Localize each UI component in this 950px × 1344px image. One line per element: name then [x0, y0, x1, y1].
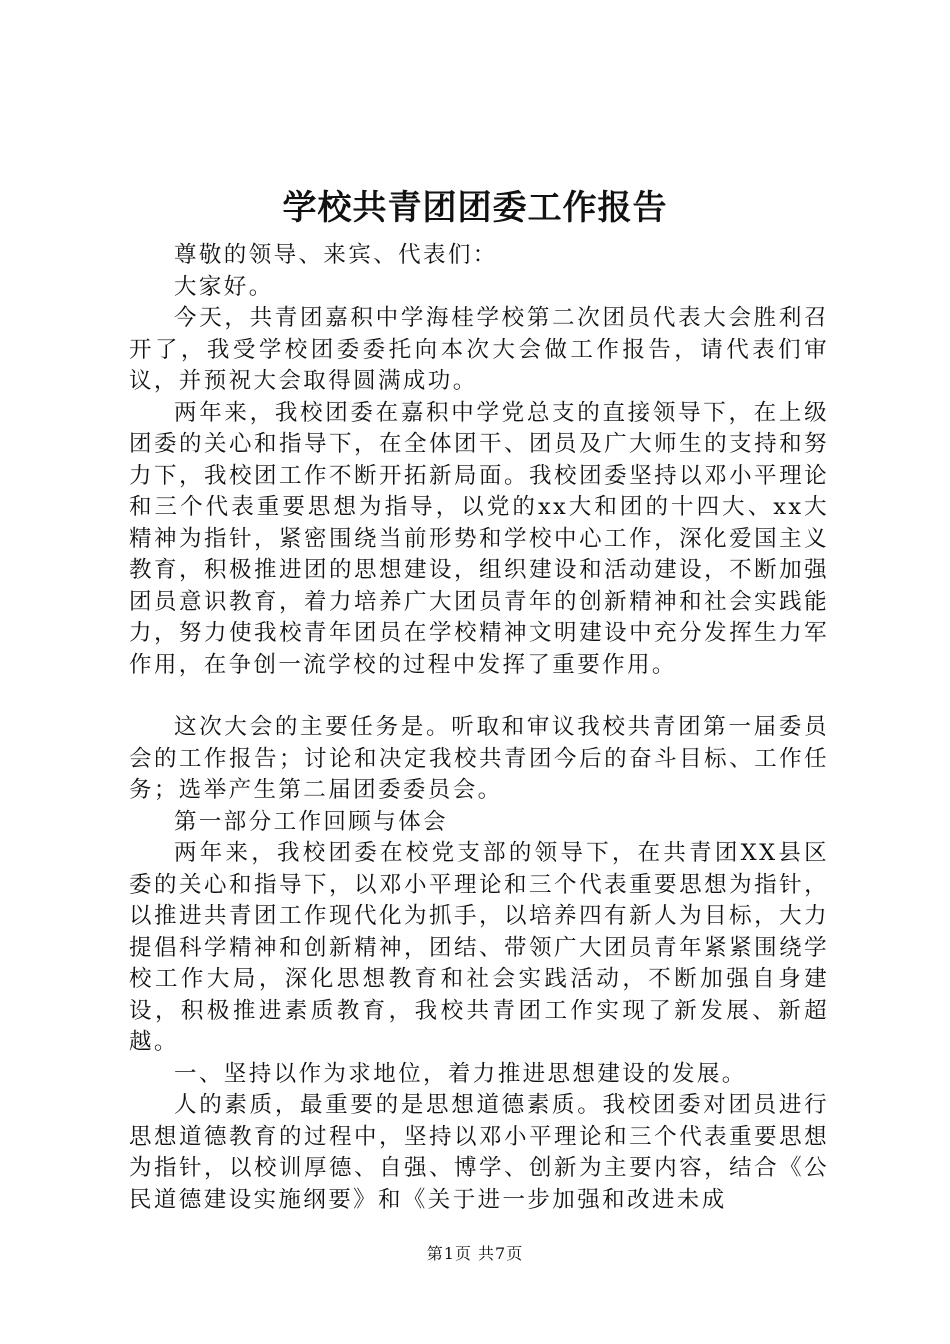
- page-footer: 第1页 共7页: [426, 1244, 524, 1263]
- paragraph-main-tasks: 这次大会的主要任务是。听取和审议我校共青团第一届委员会的工作报告；讨论和决定我校共青团今后的奋斗目标、工作任务；选举产生第二届团委委员会。: [129, 714, 829, 803]
- paragraph-review: 两年来，我校团委在校党支部的领导下，在共青团XX县区委的关心和指导下，以邓小平理论和三个代表重要思想为指针，以推进共青团工作现代化为抓手，以培养四有新人为目标，大力提倡科学精神和创新精神，团结、带领广大团员青年紧紧围绕学校工作大局，深化思想教育和社会实践活动，不断加强自身建设，积极推进素质教育，我校共青团工作实现了新发展、新超越。: [129, 840, 829, 1055]
- salutation: 尊敬的领导、来宾、代表们：: [174, 242, 498, 268]
- paragraph-two-years: 两年来，我校团委在嘉积中学党总支的直接领导下，在上级团委的关心和指导下，在全体团干、团员及广大师生的支持和努力下，我校团工作不断开拓新局面。我校团委坚持以邓小平理论和三个代表重要思想为指导，以党的xx大和团的十四大、xx大精神为指针，紧密围绕当前形势和学校中心工作，深化爱国主义教育，积极推进团的思想建设，组织建设和活动建设，不断加强团员意识教育，着力培养广大团员青年的创新精神和社会实践能力，努力使我校青年团员在学校精神文明建设中充分发挥生力军作用，在争创一流学校的过程中发挥了重要作用。: [129, 399, 829, 678]
- subheading-one: 一、坚持以作为求地位，着力推进思想建设的发展。: [174, 1060, 747, 1087]
- document-title: 学校共青团团委工作报告: [282, 188, 668, 228]
- paragraph-moral-quality: 人的素质，最重要的是思想道德素质。我校团委对团员进行思想道德教育的过程中，坚持以邓小平理论和三个代表重要思想为指针，以校训厚德、自强、博学、创新为主要内容，结合《公民道德建设实施纲要》和《关于进一步加强和改进未成: [129, 1092, 829, 1213]
- section-heading-part-one: 第一部分工作回顾与体会: [174, 808, 448, 835]
- document-body: [129, 240, 829, 1216]
- greeting: 大家好。: [174, 273, 274, 300]
- paragraph-opening: 今天，共青团嘉积中学海桂学校第二次团员代表大会胜利召开了，我受学校团委委托向本次大会做工作报告，请代表们审议，并预祝大会取得圆满成功。: [129, 305, 829, 394]
